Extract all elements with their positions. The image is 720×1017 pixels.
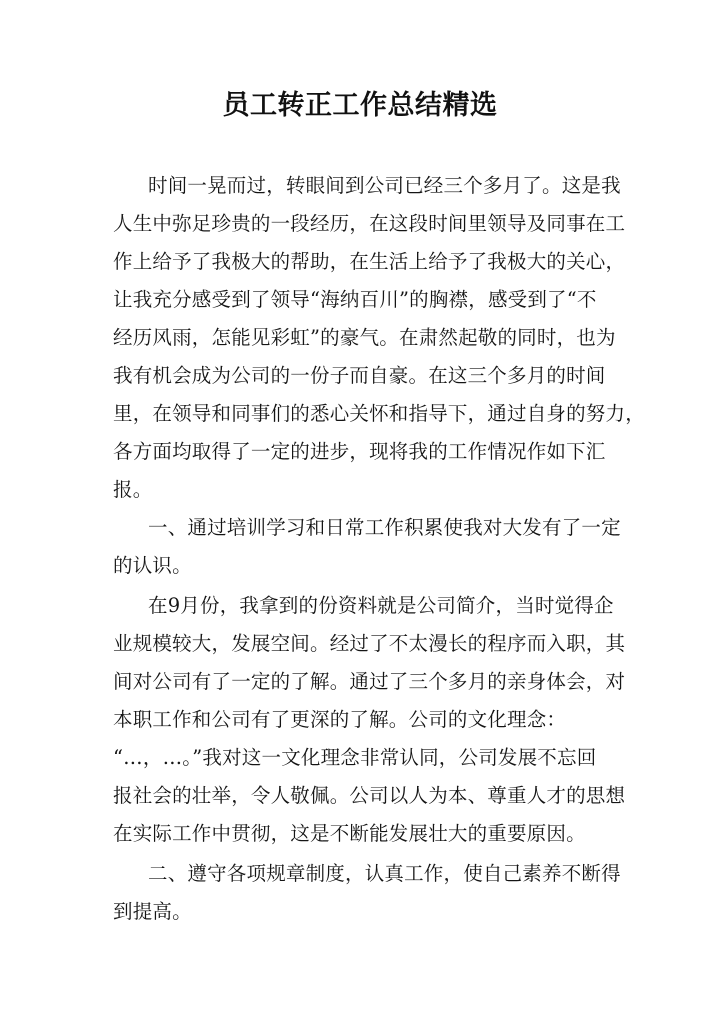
section-heading-line: 二、遵守各项规章制度，认真工作，使自己素养不断得	[148, 862, 621, 885]
paragraph-line: 业规模较大，发展空间。经过了不太漫长的程序而入职，其	[113, 632, 626, 655]
paragraph-line: 间对公司有了一定的了解。通过了三个多月的亲身体会，对	[113, 670, 626, 693]
section-heading-line: 到提高。	[113, 900, 192, 923]
document-title: 员工转正工作总结精选	[222, 90, 498, 121]
section-heading-line: 的认识。	[113, 554, 192, 577]
paragraph-line: 报。	[113, 478, 153, 501]
paragraph-line: 在实际工作中贯彻，这是不断能发展壮大的重要原因。	[113, 822, 586, 845]
paragraph-line: 时间一晃而过，转眼间到公司已经三个多月了。这是我	[148, 174, 621, 197]
paragraph-line: 报社会的壮举，令人敬佩。公司以人为本、尊重人才的思想	[113, 784, 626, 807]
paragraph-line: 在9月份，我拿到的份资料就是公司简介，当时觉得企	[148, 594, 614, 617]
section-heading-line: 一、通过培训学习和日常工作积累使我对大发有了一定	[148, 516, 621, 539]
paragraph-line: 作上给予了我极大的帮助，在生活上给予了我极大的关心，	[113, 250, 626, 273]
paragraph-line: 人生中弥足珍贵的一段经历，在这段时间里领导及同事在工	[113, 212, 626, 235]
paragraph-line: 各方面均取得了一定的进步，现将我的工作情况作如下汇	[113, 440, 606, 463]
paragraph-line: 我有机会成为公司的一份子而自豪。在这三个多月的时间	[113, 364, 606, 387]
paragraph-line: 本职工作和公司有了更深的了解。公司的文化理念：	[113, 708, 567, 731]
paragraph-line: 经历风雨，怎能见彩虹”的豪气。在肃然起敬的同时，也为	[113, 326, 616, 349]
paragraph-line: 让我充分感受到了领导“海纳百川”的胸襟，感受到了“不	[113, 288, 597, 311]
paragraph-line: 里，在领导和同事们的悉心关怀和指导下，通过自身的努力，	[113, 402, 645, 425]
paragraph-line: “…，…。”我对这一文化理念非常认同，公司发展不忘回	[113, 746, 597, 769]
